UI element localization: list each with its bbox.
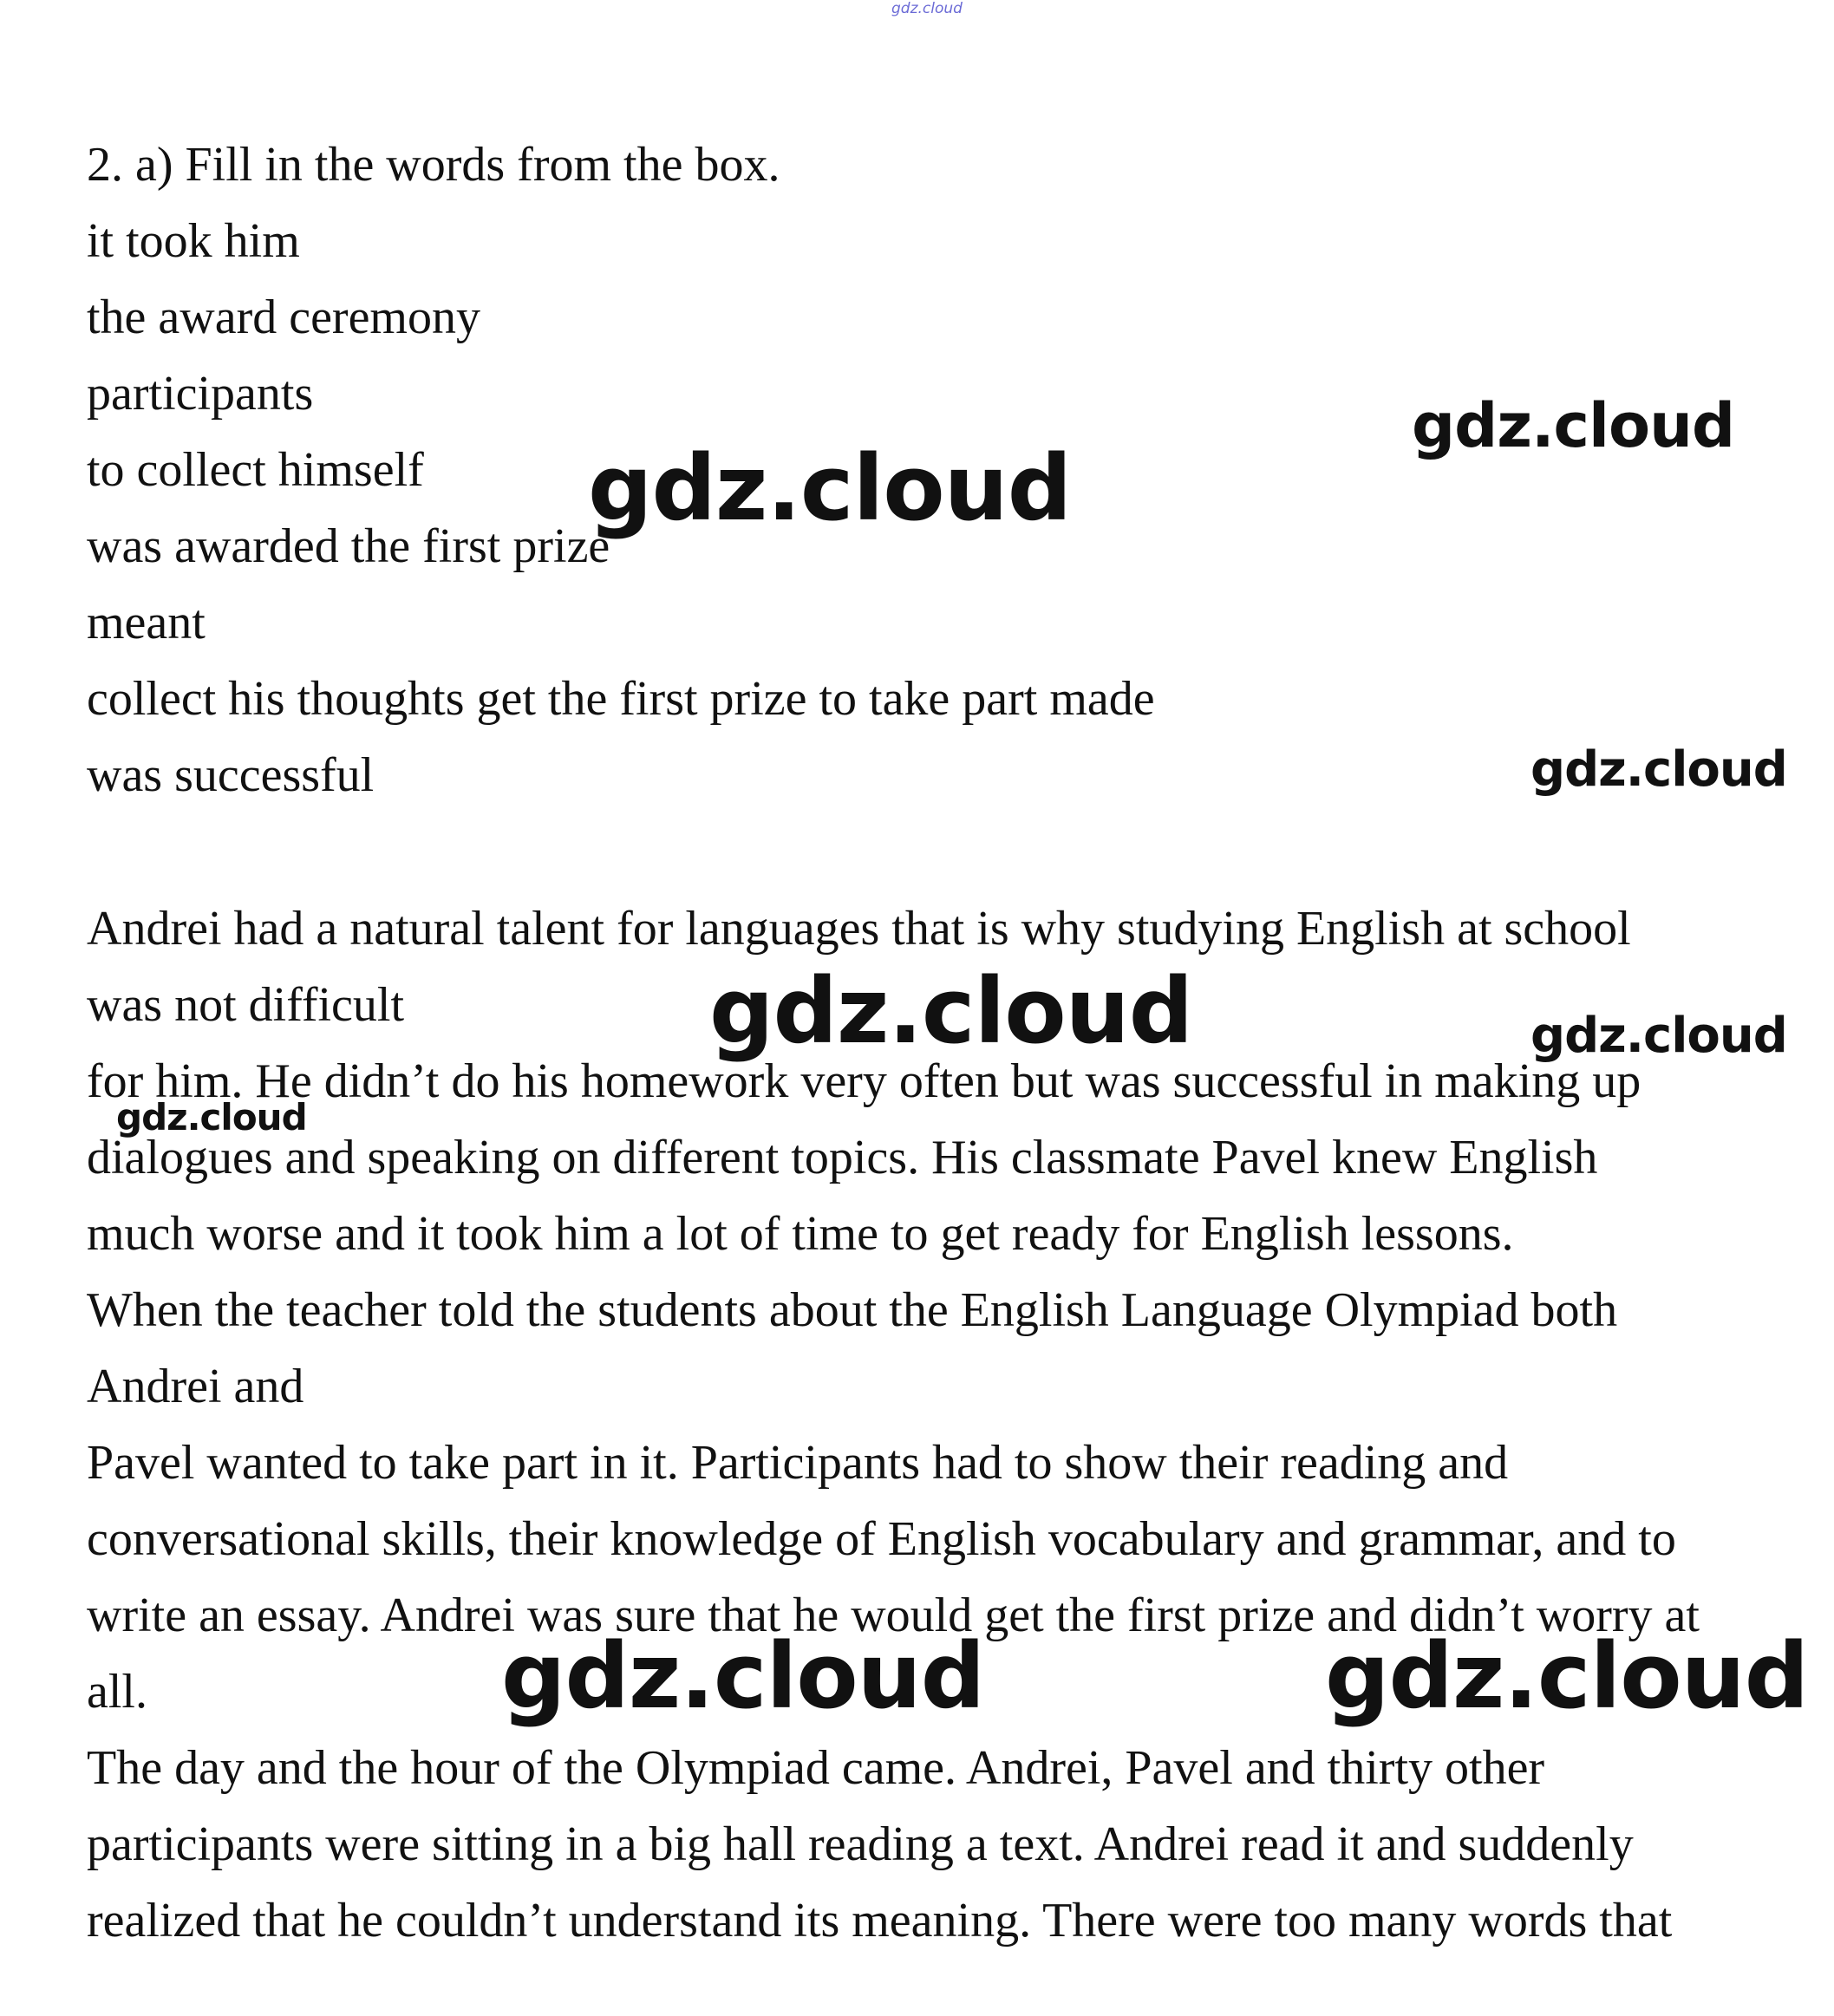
watermark: gdz.cloud <box>1412 390 1735 461</box>
watermark: gdz.cloud <box>501 1623 985 1729</box>
story-line: The day and the hour of the Olympiad came. Andrei, Pavel and thirty other <box>87 1741 1545 1795</box>
watermark: gdz.cloud <box>588 435 1072 541</box>
watermark: gdz.cloud <box>709 958 1193 1064</box>
story-line: write an essay. Andrei was sure that he would get the first prize and didn’t worry at <box>87 1589 1700 1642</box>
word-box-item: was successful <box>87 748 375 802</box>
story-line: all. <box>87 1665 147 1719</box>
top-watermark: gdz.cloud <box>891 0 963 17</box>
word-box-item: to collect himself <box>87 443 424 497</box>
story-line: for him. He didn’t do his homework very often but was successful in making up <box>87 1054 1641 1108</box>
story-line: dialogues and speaking on different topics. His classmate Pavel knew English <box>87 1131 1598 1184</box>
word-box-item: it took him <box>87 214 300 268</box>
word-box-item: collect his thoughts get the first prize to take part made <box>87 672 1155 726</box>
word-box-item: meant <box>87 596 206 649</box>
story-line: was not difficult <box>87 978 405 1032</box>
story-line: conversational skills, their knowledge of English vocabulary and grammar, and to <box>87 1512 1676 1566</box>
story-line: Andrei and <box>87 1360 304 1413</box>
watermark: gdz.cloud <box>1531 741 1787 798</box>
story-line: When the teacher told the students about the English Language Olympiad both <box>87 1283 1618 1337</box>
watermark: gdz.cloud <box>1325 1623 1809 1729</box>
watermark: gdz.cloud <box>116 1096 307 1138</box>
story-line: much worse and it took him a lot of time to get ready for English lessons. <box>87 1207 1514 1261</box>
exercise-title: 2. a) Fill in the words from the box. <box>87 138 780 192</box>
story-line: participants were sitting in a big hall reading a text. Andrei read it and suddenly <box>87 1817 1634 1871</box>
story-line: Andrei had a natural talent for languages that is why studying English at school <box>87 902 1631 956</box>
word-box-item: the award ceremony <box>87 290 480 344</box>
story-line: Pavel wanted to take part in it. Participants had to show their reading and <box>87 1436 1509 1490</box>
story-line: realized that he couldn’t understand its meaning. There were too many words that <box>87 1894 1673 1947</box>
word-box-item: participants <box>87 367 314 421</box>
word-box-item: was awarded the first prize <box>87 519 610 573</box>
watermark: gdz.cloud <box>1531 1008 1787 1064</box>
